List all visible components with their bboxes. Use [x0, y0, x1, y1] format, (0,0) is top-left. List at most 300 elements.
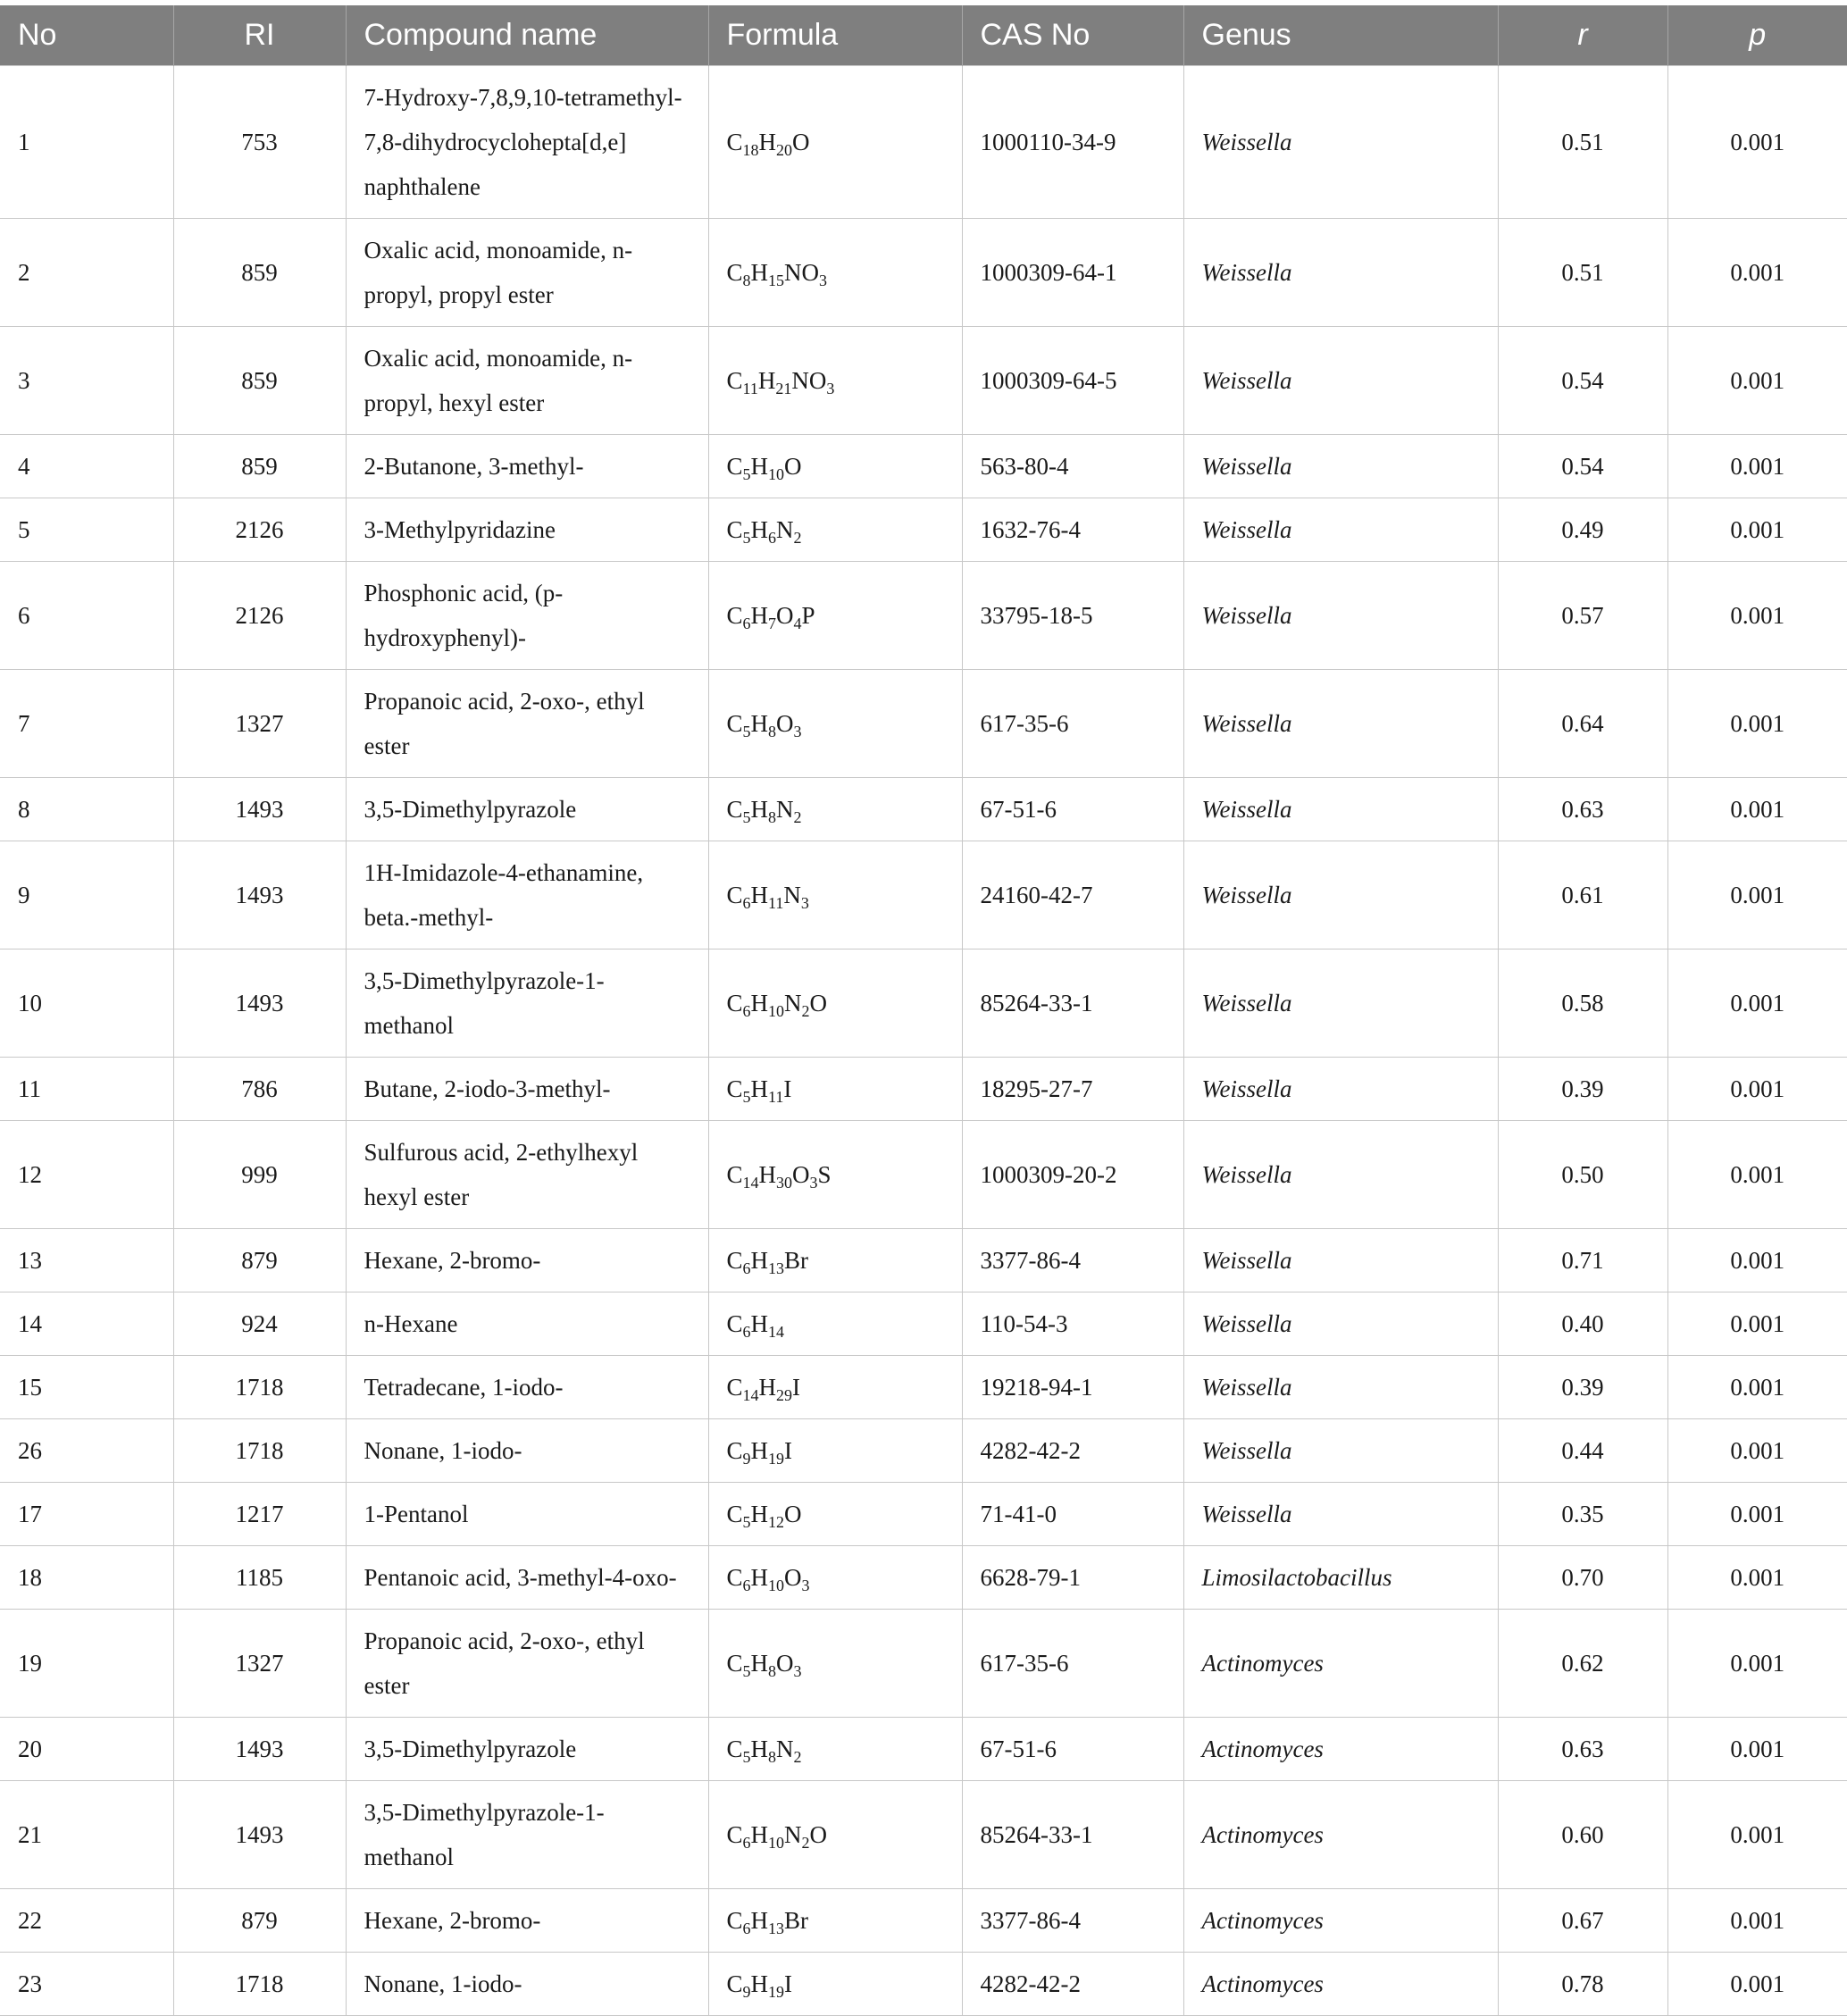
- cell-no: 4: [0, 435, 173, 498]
- cell-cas-no: 85264-33-1: [962, 949, 1183, 1058]
- cell-cas-no: 3377-86-4: [962, 1229, 1183, 1292]
- cell-no: 17: [0, 1483, 173, 1546]
- cell-genus: Weissella: [1183, 1292, 1498, 1356]
- cell-no: 9: [0, 841, 173, 949]
- cell-genus: Weissella: [1183, 219, 1498, 327]
- cell-no: 20: [0, 1718, 173, 1781]
- cell-no: 11: [0, 1058, 173, 1121]
- formula-element: C: [726, 1821, 743, 1848]
- formula-subscript: 6: [742, 1002, 751, 1020]
- cell-r: 0.78: [1498, 1953, 1667, 2016]
- cell-compound-name: Pentanoic acid, 3-methyl-4-oxo-: [346, 1546, 708, 1610]
- header-p: p: [1667, 5, 1847, 66]
- formula-element: C: [726, 1310, 743, 1337]
- cell-compound-name: Sulfurous acid, 2-ethylhexyl hexyl ester: [346, 1121, 708, 1229]
- cell-r: 0.63: [1498, 1718, 1667, 1781]
- cell-genus: Weissella: [1183, 841, 1498, 949]
- formula-element: P: [801, 602, 815, 629]
- cell-r: 0.49: [1498, 498, 1667, 562]
- cell-ri: 1185: [173, 1546, 346, 1610]
- cell-genus: Weissella: [1183, 1058, 1498, 1121]
- cell-r: 0.67: [1498, 1889, 1667, 1953]
- cell-ri: 1493: [173, 841, 346, 949]
- formula-element: C: [726, 129, 743, 155]
- cell-no: 7: [0, 670, 173, 778]
- cell-formula: [708, 1889, 962, 1953]
- formula-element: C: [726, 990, 743, 1016]
- cell-ri: 753: [173, 66, 346, 219]
- cell-no: 26: [0, 1419, 173, 1483]
- cell-r: 0.62: [1498, 1610, 1667, 1718]
- cell-formula: [708, 1356, 962, 1419]
- cell-cas-no: 33795-18-5: [962, 562, 1183, 670]
- cell-r: 0.40: [1498, 1292, 1667, 1356]
- cell-genus: Actinomyces: [1183, 1718, 1498, 1781]
- cell-r: 0.63: [1498, 778, 1667, 841]
- cell-no: 23: [0, 1953, 173, 2016]
- cell-genus: Actinomyces: [1183, 1781, 1498, 1889]
- formula-element: H: [750, 1075, 769, 1102]
- cell-no: 22: [0, 1889, 173, 1953]
- formula-subscript: 3: [819, 272, 828, 289]
- formula-element: C: [726, 1374, 743, 1401]
- formula-element: C: [726, 796, 743, 823]
- formula-subscript: 3: [800, 894, 809, 912]
- header-r: r: [1498, 5, 1667, 66]
- cell-p: 0.001: [1667, 66, 1847, 219]
- cell-r: 0.50: [1498, 1121, 1667, 1229]
- cell-formula: [708, 1546, 962, 1610]
- table-row: [0, 1292, 1847, 1356]
- table-row: [0, 1546, 1847, 1610]
- cell-genus: Weissella: [1183, 1121, 1498, 1229]
- formula-element: H: [750, 1907, 769, 1934]
- table-row: [0, 778, 1847, 841]
- formula-element: O: [809, 1821, 828, 1848]
- formula-element: NO: [784, 259, 820, 286]
- header-ri: RI: [173, 5, 346, 66]
- formula-subscript: 12: [768, 1513, 785, 1531]
- table-row: [0, 1356, 1847, 1419]
- formula-subscript: 11: [768, 894, 784, 912]
- cell-p: 0.001: [1667, 1058, 1847, 1121]
- formula-subscript: 8: [742, 272, 751, 289]
- formula-subscript: 20: [776, 141, 793, 159]
- formula-element: H: [750, 1650, 769, 1677]
- cell-compound-name: Oxalic acid, monoamide, n-propyl, hexyl ester: [346, 327, 708, 435]
- formula-element: C: [726, 1564, 743, 1591]
- formula-element: C: [726, 1650, 743, 1677]
- cell-cas-no: 1632-76-4: [962, 498, 1183, 562]
- cell-ri: 2126: [173, 498, 346, 562]
- formula-subscript: 2: [801, 1002, 810, 1020]
- formula-subscript: 19: [768, 1450, 785, 1468]
- cell-ri: 879: [173, 1889, 346, 1953]
- formula-subscript: 11: [768, 1088, 784, 1106]
- formula-subscript: 3: [793, 723, 802, 740]
- cell-genus: Weissella: [1183, 949, 1498, 1058]
- cell-no: 14: [0, 1292, 173, 1356]
- formula-subscript: 14: [768, 1323, 785, 1341]
- formula-subscript: 2: [801, 1834, 810, 1852]
- formula-subscript: 5: [742, 529, 751, 547]
- formula-element: C: [726, 1247, 743, 1274]
- formula-element: H: [750, 1970, 769, 1997]
- header-formula: Formula: [708, 5, 962, 66]
- formula-subscript: 9: [742, 1983, 751, 2001]
- cell-genus: Actinomyces: [1183, 1889, 1498, 1953]
- table-row: [0, 1889, 1847, 1953]
- cell-no: 18: [0, 1546, 173, 1610]
- table-row: [0, 949, 1847, 1058]
- cell-p: 0.001: [1667, 1953, 1847, 2016]
- cell-no: 21: [0, 1781, 173, 1889]
- table-row: [0, 1718, 1847, 1781]
- cell-compound-name: Hexane, 2-bromo-: [346, 1889, 708, 1953]
- cell-genus: Actinomyces: [1183, 1953, 1498, 2016]
- cell-formula: [708, 1718, 962, 1781]
- cell-ri: 1493: [173, 949, 346, 1058]
- formula-subscript: 6: [742, 1920, 751, 1937]
- formula-element: O: [809, 990, 828, 1016]
- formula-element: H: [750, 1501, 769, 1527]
- formula-element: C: [726, 1736, 743, 1762]
- cell-r: 0.54: [1498, 327, 1667, 435]
- cell-ri: 1493: [173, 778, 346, 841]
- formula-subscript: 19: [768, 1983, 785, 2001]
- cell-cas-no: 1000309-20-2: [962, 1121, 1183, 1229]
- cell-ri: 1217: [173, 1483, 346, 1546]
- cell-genus: Weissella: [1183, 1229, 1498, 1292]
- table-header: [0, 5, 1847, 66]
- cell-no: 3: [0, 327, 173, 435]
- formula-subscript: 10: [768, 1577, 785, 1594]
- header-row: [0, 5, 1847, 66]
- cell-r: 0.35: [1498, 1483, 1667, 1546]
- formula-element: O: [776, 602, 794, 629]
- formula-subscript: 9: [742, 1450, 751, 1468]
- formula-element: H: [750, 1437, 769, 1464]
- cell-ri: 2126: [173, 562, 346, 670]
- formula-element: O: [784, 1501, 802, 1527]
- cell-no: 10: [0, 949, 173, 1058]
- table-row: [0, 66, 1847, 219]
- cell-cas-no: 1000309-64-1: [962, 219, 1183, 327]
- formula-element: N: [776, 1736, 794, 1762]
- formula-element: N: [776, 516, 794, 543]
- cell-p: 0.001: [1667, 1781, 1847, 1889]
- cell-ri: 1718: [173, 1953, 346, 2016]
- cell-compound-name: 1H-Imidazole-4-ethanamine, beta.-methyl-: [346, 841, 708, 949]
- formula-subscript: 6: [742, 1577, 751, 1594]
- cell-r: 0.61: [1498, 841, 1667, 949]
- cell-genus: Weissella: [1183, 670, 1498, 778]
- table-row: [0, 1058, 1847, 1121]
- formula-subscript: 30: [776, 1174, 793, 1192]
- formula-subscript: 10: [768, 1002, 785, 1020]
- formula-element: O: [792, 129, 810, 155]
- cell-genus: Limosilactobacillus: [1183, 1546, 1498, 1610]
- formula-subscript: 5: [742, 808, 751, 826]
- formula-element: NO: [791, 367, 827, 394]
- cell-compound-name: 3,5-Dimethylpyrazole: [346, 778, 708, 841]
- cell-p: 0.001: [1667, 949, 1847, 1058]
- formula-subscript: 14: [742, 1386, 759, 1404]
- cell-r: 0.51: [1498, 219, 1667, 327]
- cell-ri: 1327: [173, 1610, 346, 1718]
- cell-formula: [708, 1121, 962, 1229]
- formula-subscript: 8: [768, 1662, 777, 1680]
- formula-element: O: [784, 1564, 802, 1591]
- cell-p: 0.001: [1667, 1229, 1847, 1292]
- formula-element: N: [784, 990, 802, 1016]
- formula-element: H: [758, 129, 777, 155]
- cell-no: 12: [0, 1121, 173, 1229]
- formula-subscript: 2: [793, 1748, 802, 1766]
- formula-subscript: 2: [793, 529, 802, 547]
- cell-p: 0.001: [1667, 498, 1847, 562]
- formula-subscript: 8: [768, 808, 777, 826]
- formula-element: C: [726, 259, 743, 286]
- formula-element: N: [776, 796, 794, 823]
- formula-element: H: [750, 990, 769, 1016]
- cell-genus: Actinomyces: [1183, 1610, 1498, 1718]
- table-row: [0, 841, 1847, 949]
- cell-ri: 879: [173, 1229, 346, 1292]
- formula-element: H: [750, 1247, 769, 1274]
- formula-subscript: 8: [768, 1748, 777, 1766]
- cell-p: 0.001: [1667, 327, 1847, 435]
- formula-element: O: [776, 710, 794, 737]
- cell-compound-name: Phosphonic acid, (p-hydroxyphenyl)-: [346, 562, 708, 670]
- cell-cas-no: 563-80-4: [962, 435, 1183, 498]
- formula-element: C: [726, 1075, 743, 1102]
- cell-no: 6: [0, 562, 173, 670]
- formula-subscript: 10: [768, 1834, 785, 1852]
- cell-formula: [708, 435, 962, 498]
- table-row: [0, 1419, 1847, 1483]
- cell-cas-no: 18295-27-7: [962, 1058, 1183, 1121]
- formula-subscript: 6: [768, 529, 777, 547]
- cell-formula: [708, 1953, 962, 2016]
- formula-subscript: 21: [775, 380, 792, 397]
- cell-r: 0.44: [1498, 1419, 1667, 1483]
- formula-subscript: 3: [826, 380, 835, 397]
- formula-subscript: 18: [742, 141, 759, 159]
- cell-formula: [708, 66, 962, 219]
- formula-subscript: 13: [768, 1920, 785, 1937]
- cell-cas-no: 67-51-6: [962, 778, 1183, 841]
- cell-compound-name: Oxalic acid, monoamide, n-propyl, propyl ester: [346, 219, 708, 327]
- cell-genus: Weissella: [1183, 327, 1498, 435]
- cell-genus: Weissella: [1183, 1483, 1498, 1546]
- cell-p: 0.001: [1667, 1546, 1847, 1610]
- cell-r: 0.58: [1498, 949, 1667, 1058]
- formula-element: C: [726, 1161, 743, 1188]
- header-genus: Genus: [1183, 5, 1498, 66]
- formula-subscript: 14: [742, 1174, 759, 1192]
- cell-cas-no: 617-35-6: [962, 670, 1183, 778]
- formula-element: H: [758, 1374, 777, 1401]
- cell-cas-no: 67-51-6: [962, 1718, 1183, 1781]
- formula-element: H: [750, 1736, 769, 1762]
- cell-compound-name: 3,5-Dimethylpyrazole-1-methanol: [346, 949, 708, 1058]
- table-body: [0, 66, 1847, 2016]
- cell-ri: 1718: [173, 1419, 346, 1483]
- formula-element: I: [783, 1075, 792, 1102]
- cell-compound-name: 3-Methylpyridazine: [346, 498, 708, 562]
- cell-compound-name: 1-Pentanol: [346, 1483, 708, 1546]
- table-row: [0, 1229, 1847, 1292]
- cell-p: 0.001: [1667, 778, 1847, 841]
- cell-genus: Weissella: [1183, 435, 1498, 498]
- cell-formula: [708, 327, 962, 435]
- cell-p: 0.001: [1667, 219, 1847, 327]
- formula-subscript: 2: [793, 808, 802, 826]
- cell-formula: [708, 219, 962, 327]
- formula-subscript: 5: [742, 1088, 751, 1106]
- cell-formula: [708, 1781, 962, 1889]
- cell-compound-name: Hexane, 2-bromo-: [346, 1229, 708, 1292]
- cell-formula: [708, 949, 962, 1058]
- formula-subscript: 8: [768, 723, 777, 740]
- table-row: [0, 562, 1847, 670]
- formula-element: H: [750, 1310, 769, 1337]
- formula-subscript: 3: [809, 1174, 818, 1192]
- cell-cas-no: 6628-79-1: [962, 1546, 1183, 1610]
- cell-p: 0.001: [1667, 670, 1847, 778]
- cell-compound-name: 7-Hydroxy-7,8,9,10-tetramethyl-7,8-dihydrocyclohepta[d,e] naphthalene: [346, 66, 708, 219]
- formula-element: I: [792, 1374, 801, 1401]
- cell-compound-name: 3,5-Dimethylpyrazole-1-methanol: [346, 1781, 708, 1889]
- cell-ri: 1493: [173, 1718, 346, 1781]
- cell-ri: 859: [173, 435, 346, 498]
- cell-cas-no: 19218-94-1: [962, 1356, 1183, 1419]
- cell-p: 0.001: [1667, 1419, 1847, 1483]
- header-no: No: [0, 5, 173, 66]
- formula-element: O: [776, 1650, 794, 1677]
- formula-subscript: 5: [742, 465, 751, 483]
- cell-p: 0.001: [1667, 435, 1847, 498]
- formula-element: C: [726, 1970, 743, 1997]
- cell-formula: [708, 670, 962, 778]
- cell-r: 0.60: [1498, 1781, 1667, 1889]
- cell-cas-no: 110-54-3: [962, 1292, 1183, 1356]
- formula-element: H: [750, 259, 769, 286]
- formula-subscript: 7: [768, 615, 777, 632]
- cell-ri: 786: [173, 1058, 346, 1121]
- cell-compound-name: Nonane, 1-iodo-: [346, 1953, 708, 2016]
- formula-element: N: [783, 882, 801, 908]
- cell-r: 0.70: [1498, 1546, 1667, 1610]
- cell-compound-name: 2-Butanone, 3-methyl-: [346, 435, 708, 498]
- formula-element: H: [750, 453, 769, 480]
- cell-r: 0.39: [1498, 1356, 1667, 1419]
- cell-ri: 924: [173, 1292, 346, 1356]
- cell-formula: [708, 1229, 962, 1292]
- cell-formula: [708, 498, 962, 562]
- table-row: [0, 1483, 1847, 1546]
- cell-cas-no: 617-35-6: [962, 1610, 1183, 1718]
- formula-element: C: [726, 1907, 743, 1934]
- cell-ri: 1493: [173, 1781, 346, 1889]
- cell-p: 0.001: [1667, 1121, 1847, 1229]
- cell-compound-name: Nonane, 1-iodo-: [346, 1419, 708, 1483]
- formula-subscript: 5: [742, 723, 751, 740]
- cell-no: 2: [0, 219, 173, 327]
- formula-subscript: 29: [776, 1386, 793, 1404]
- cell-p: 0.001: [1667, 1483, 1847, 1546]
- cell-formula: [708, 1483, 962, 1546]
- formula-subscript: 15: [768, 272, 785, 289]
- cell-no: 1: [0, 66, 173, 219]
- cell-ri: 859: [173, 219, 346, 327]
- cell-genus: Weissella: [1183, 1419, 1498, 1483]
- cell-genus: Weissella: [1183, 562, 1498, 670]
- cell-compound-name: n-Hexane: [346, 1292, 708, 1356]
- cell-compound-name: 3,5-Dimethylpyrazole: [346, 1718, 708, 1781]
- header-cas-no: CAS No: [962, 5, 1183, 66]
- cell-cas-no: 3377-86-4: [962, 1889, 1183, 1953]
- cell-cas-no: 4282-42-2: [962, 1419, 1183, 1483]
- table-row: [0, 327, 1847, 435]
- cell-cas-no: 24160-42-7: [962, 841, 1183, 949]
- cell-compound-name: Butane, 2-iodo-3-methyl-: [346, 1058, 708, 1121]
- formula-subscript: 6: [742, 1259, 751, 1277]
- formula-element: H: [750, 710, 769, 737]
- formula-element: I: [784, 1970, 793, 1997]
- cell-p: 0.001: [1667, 562, 1847, 670]
- formula-element: H: [757, 367, 776, 394]
- formula-element: O: [792, 1161, 810, 1188]
- formula-subscript: 11: [742, 380, 758, 397]
- cell-compound-name: Propanoic acid, 2-oxo-, ethyl ester: [346, 670, 708, 778]
- formula-element: I: [784, 1437, 793, 1464]
- cell-cas-no: 4282-42-2: [962, 1953, 1183, 2016]
- cell-formula: [708, 562, 962, 670]
- cell-compound-name: Propanoic acid, 2-oxo-, ethyl ester: [346, 1610, 708, 1718]
- cell-no: 5: [0, 498, 173, 562]
- formula-element: H: [750, 796, 769, 823]
- table-row: [0, 1121, 1847, 1229]
- cell-compound-name: Tetradecane, 1-iodo-: [346, 1356, 708, 1419]
- table-row: [0, 435, 1847, 498]
- cell-cas-no: 71-41-0: [962, 1483, 1183, 1546]
- formula-element: C: [726, 882, 743, 908]
- cell-cas-no: 1000110-34-9: [962, 66, 1183, 219]
- formula-element: H: [750, 516, 769, 543]
- cell-p: 0.001: [1667, 1718, 1847, 1781]
- cell-r: 0.64: [1498, 670, 1667, 778]
- cell-cas-no: 1000309-64-5: [962, 327, 1183, 435]
- cell-p: 0.001: [1667, 841, 1847, 949]
- cell-r: 0.51: [1498, 66, 1667, 219]
- formula-element: C: [726, 1501, 743, 1527]
- cell-genus: Weissella: [1183, 1356, 1498, 1419]
- formula-element: C: [726, 367, 743, 394]
- cell-genus: Weissella: [1183, 498, 1498, 562]
- cell-formula: [708, 778, 962, 841]
- cell-r: 0.54: [1498, 435, 1667, 498]
- table-row: [0, 670, 1847, 778]
- table-row: [0, 1610, 1847, 1718]
- cell-ri: 999: [173, 1121, 346, 1229]
- table-row: [0, 1781, 1847, 1889]
- formula-subscript: 5: [742, 1662, 751, 1680]
- formula-element: H: [750, 882, 769, 908]
- formula-subscript: 4: [793, 615, 802, 632]
- table-row: [0, 219, 1847, 327]
